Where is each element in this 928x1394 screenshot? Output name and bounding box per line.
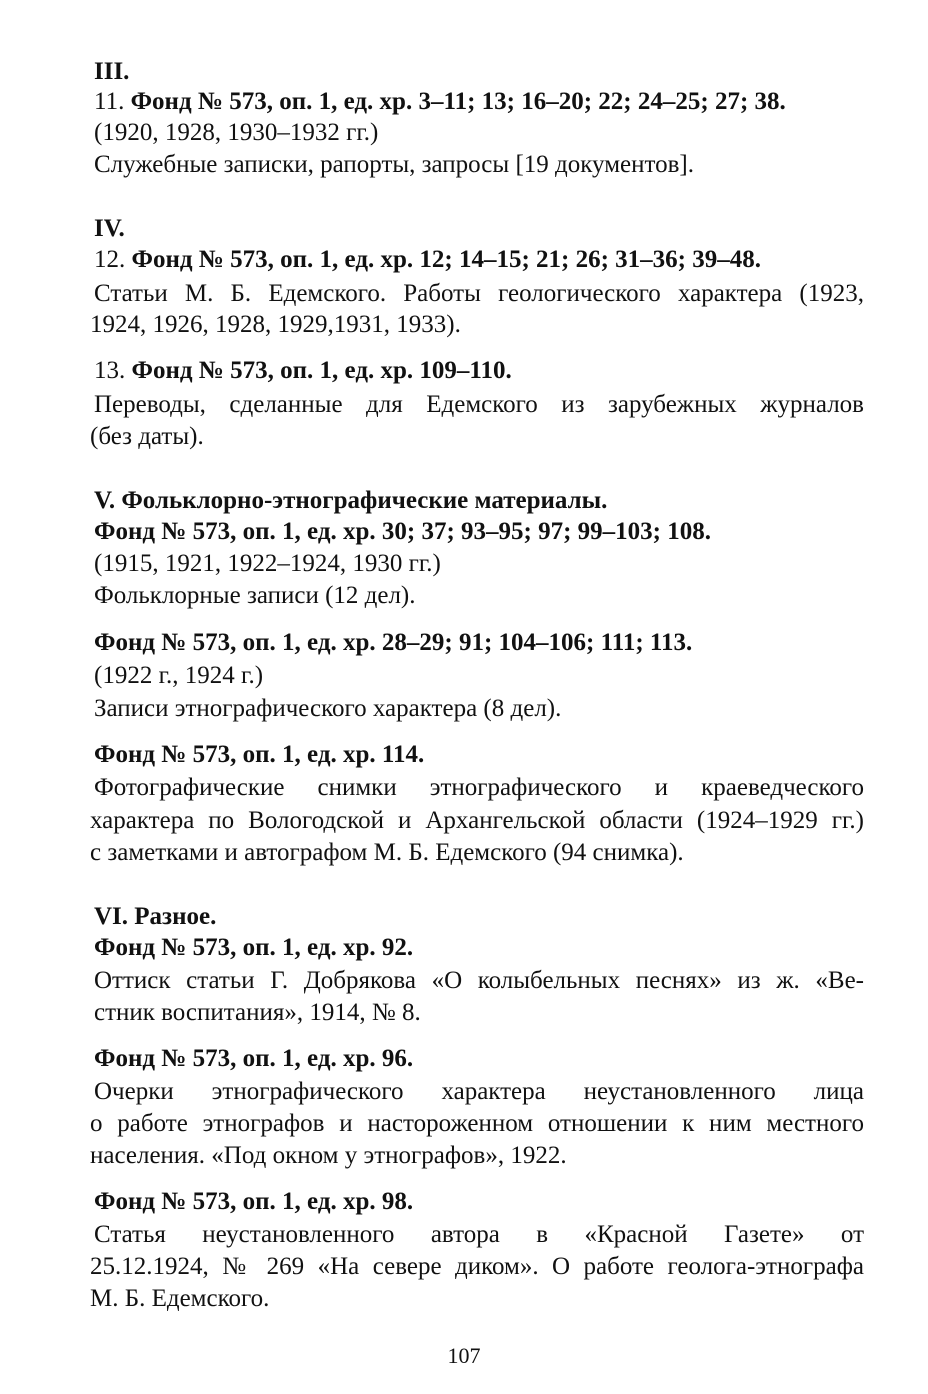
fond-reference: Фонд № 573, оп. 1, ед. хр. 92. (94, 934, 414, 961)
page-number: 107 (447, 1343, 481, 1368)
entry-fond-line (94, 86, 864, 118)
entry-description: М. Б. Едемского. (90, 1285, 270, 1312)
entry-number: 13. (94, 357, 126, 384)
entry-description: характера по Вологодской и Архангельской области (1924–1929 гг.) (90, 807, 864, 834)
entry-description: Фольклорные записи (12 дел). (94, 582, 416, 609)
fond-reference: Фонд № 573, оп. 1, ед. хр. 3–11; 13; 16–20; 22; 24–25; 27; 38. (130, 88, 786, 115)
entry-fond-line (94, 355, 864, 387)
entry-number: 12. (94, 246, 126, 273)
entry-fond-line (94, 244, 864, 276)
document-page (90, 0, 864, 1394)
fond-reference: Фонд № 573, оп. 1, ед. хр. 28–29; 91; 104–106; 111; 113. (94, 629, 693, 656)
entry-description: (без даты). (90, 423, 204, 450)
entry-description: Статья неустановленного автора в «Красной Газете» от (94, 1221, 864, 1248)
entry-description: Статьи М. Б. Едемского. Работы геологического характера (1923, (94, 280, 864, 307)
entry-description: населения. «Под окном у этнографов», 1922. (90, 1142, 567, 1169)
section-heading: III. (94, 58, 130, 85)
entry-description: с заметками и автографом М. Б. Едемского (94 снимка). (90, 839, 684, 866)
entry-description: 1924, 1926, 1928, 1929,1931, 1933). (90, 311, 461, 338)
fond-reference: Фонд № 573, оп. 1, ед. хр. 96. (94, 1045, 414, 1072)
entry-description: Оттиск статьи Г. Добрякова «О колыбельных песнях» из ж. «Ве- (94, 967, 864, 994)
fond-reference: Фонд № 573, оп. 1, ед. хр. 12; 14–15; 21; 26; 31–36; 39–48. (131, 246, 761, 273)
fond-reference: Фонд № 573, оп. 1, ед. хр. 98. (94, 1188, 414, 1215)
entry-dates: (1920, 1928, 1930–1932 гг.) (94, 119, 379, 146)
entry-dates: (1915, 1921, 1922–1924, 1930 гг.) (94, 550, 441, 577)
entry-description: Фотографические снимки этнографического и краеведческого (94, 774, 864, 801)
entry-number: 11. (94, 88, 125, 115)
fond-reference: Фонд № 573, оп. 1, ед. хр. 114. (94, 741, 425, 768)
entry-description: Служебные записки, рапорты, запросы [19 документов]. (94, 151, 694, 178)
section-heading: VI. Разное. (94, 903, 217, 930)
entry-description: стник воспитания», 1914, № 8. (94, 999, 421, 1026)
section-heading: IV. (94, 215, 125, 242)
fond-reference: Фонд № 573, оп. 1, ед. хр. 30; 37; 93–95; 97; 99–103; 108. (94, 518, 711, 545)
fond-reference: Фонд № 573, оп. 1, ед. хр. 109–110. (131, 357, 512, 384)
entry-description: 25.12.1924, № 269 «На севере диком». О работе геолога-этнографа (90, 1253, 864, 1280)
entry-description: Очерки этнографического характера неустановленного лица (94, 1078, 864, 1105)
entry-dates: (1922 г., 1924 г.) (94, 662, 264, 689)
entry-description: о работе этнографов и настороженном отношении к ним местного (90, 1110, 864, 1137)
section-heading: V. Фольклорно-этнографические материалы. (94, 487, 608, 514)
entry-description: Переводы, сделанные для Едемского из зарубежных журналов (94, 391, 864, 418)
entry-description: Записи этнографического характера (8 дел). (94, 695, 562, 722)
